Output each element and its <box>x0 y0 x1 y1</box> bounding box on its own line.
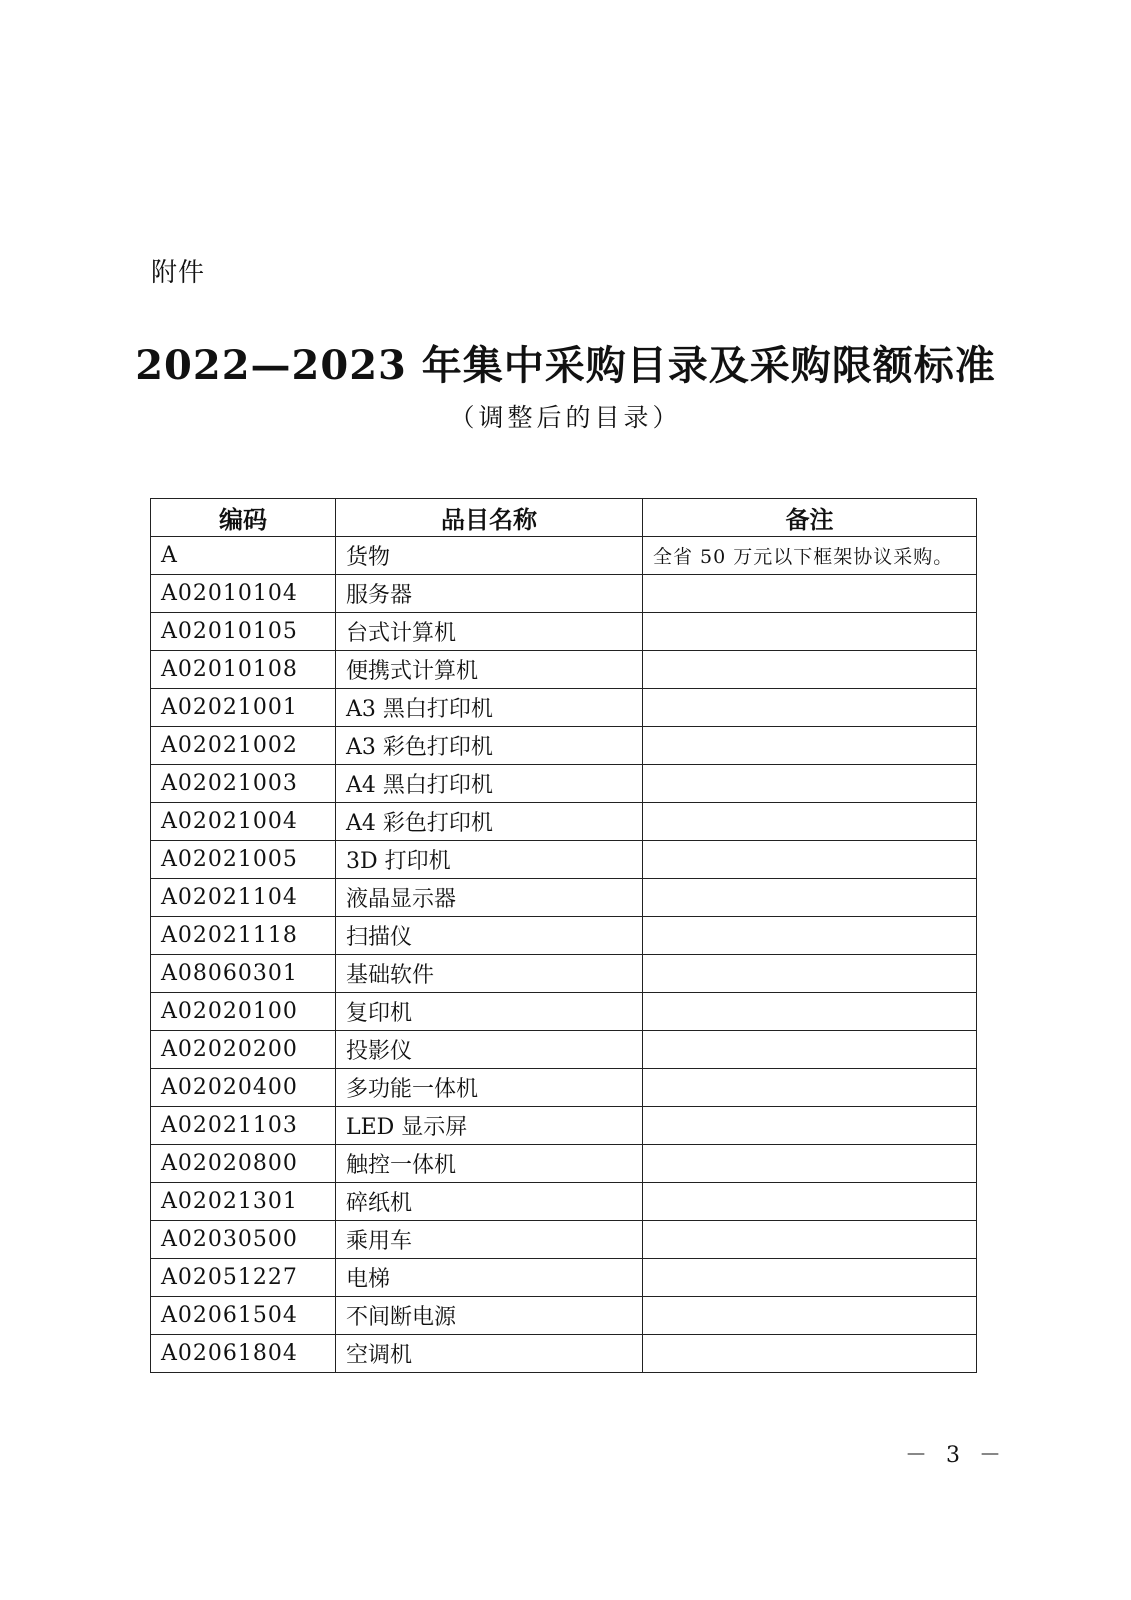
cell-name: 基础软件 <box>336 955 643 993</box>
cell-note: 全省 50 万元以下框架协议采购。 <box>643 537 977 575</box>
cell-code: A02020200 <box>151 1031 336 1069</box>
cell-note <box>643 1031 977 1069</box>
table-row <box>151 689 977 727</box>
cell-code: A02010105 <box>151 613 336 651</box>
cell-code: A02021001 <box>151 689 336 727</box>
cell-code: A02021301 <box>151 1183 336 1221</box>
cell-code: A02061804 <box>151 1335 336 1373</box>
document-title: 2022—2023 年集中采购目录及采购限额标准 <box>135 342 996 389</box>
cell-note <box>643 1221 977 1259</box>
cell-name: A3 彩色打印机 <box>336 727 643 765</box>
cell-code: A02010108 <box>151 651 336 689</box>
table-row <box>151 955 977 993</box>
page-number: － 3 － <box>905 1443 1007 1468</box>
table-row <box>151 1145 977 1183</box>
cell-code: A <box>151 537 336 575</box>
table-row <box>151 651 977 689</box>
table-row <box>151 1221 977 1259</box>
cell-note <box>643 1259 977 1297</box>
table-row <box>151 1031 977 1069</box>
cell-note <box>643 1297 977 1335</box>
cell-note <box>643 1335 977 1373</box>
table-row <box>151 1183 977 1221</box>
table-body <box>151 537 977 1373</box>
cell-name: 投影仪 <box>336 1031 643 1069</box>
table-row <box>151 917 977 955</box>
cell-note <box>643 1145 977 1183</box>
table-row <box>151 879 977 917</box>
table-row <box>151 1107 977 1145</box>
table-header-row <box>151 499 977 537</box>
cell-name: 扫描仪 <box>336 917 643 955</box>
cell-note <box>643 1183 977 1221</box>
cell-code: A02021002 <box>151 727 336 765</box>
catalog-table <box>150 498 977 1373</box>
cell-note <box>643 955 977 993</box>
cell-code: A02021004 <box>151 803 336 841</box>
cell-name: A3 黑白打印机 <box>336 689 643 727</box>
cell-name: 台式计算机 <box>336 613 643 651</box>
cell-note <box>643 727 977 765</box>
cell-note <box>643 917 977 955</box>
cell-code: A02051227 <box>151 1259 336 1297</box>
cell-code: A02021104 <box>151 879 336 917</box>
cell-name: 电梯 <box>336 1259 643 1297</box>
cell-name: A4 彩色打印机 <box>336 803 643 841</box>
cell-name: 空调机 <box>336 1335 643 1373</box>
cell-code: A08060301 <box>151 955 336 993</box>
cell-note <box>643 879 977 917</box>
cell-name: 乘用车 <box>336 1221 643 1259</box>
cell-name: 服务器 <box>336 575 643 613</box>
header-code: 编码 <box>151 499 336 537</box>
cell-name: 碎纸机 <box>336 1183 643 1221</box>
cell-code: A02020400 <box>151 1069 336 1107</box>
header-note: 备注 <box>643 499 977 537</box>
cell-name: 货物 <box>336 537 643 575</box>
cell-name: 多功能一体机 <box>336 1069 643 1107</box>
cell-code: A02021118 <box>151 917 336 955</box>
cell-code: A02061504 <box>151 1297 336 1335</box>
cell-note <box>643 651 977 689</box>
cell-code: A02021005 <box>151 841 336 879</box>
cell-name: 不间断电源 <box>336 1297 643 1335</box>
cell-name: 3D 打印机 <box>336 841 643 879</box>
document-subtitle: （调整后的目录） <box>449 403 682 432</box>
cell-code: A02020800 <box>151 1145 336 1183</box>
table-row <box>151 993 977 1031</box>
cell-note <box>643 689 977 727</box>
cell-name: 液晶显示器 <box>336 879 643 917</box>
cell-name: LED 显示屏 <box>336 1107 643 1145</box>
cell-note <box>643 765 977 803</box>
table-row <box>151 575 977 613</box>
cell-note <box>643 1107 977 1145</box>
table-row <box>151 727 977 765</box>
cell-note <box>643 841 977 879</box>
cell-name: 复印机 <box>336 993 643 1031</box>
cell-code: A02021003 <box>151 765 336 803</box>
cell-note <box>643 993 977 1031</box>
table-row <box>151 841 977 879</box>
cell-note <box>643 575 977 613</box>
table-row <box>151 613 977 651</box>
cell-name: 触控一体机 <box>336 1145 643 1183</box>
table-row <box>151 803 977 841</box>
header-name: 品目名称 <box>336 499 643 537</box>
table-row <box>151 765 977 803</box>
table-row <box>151 537 977 575</box>
cell-note <box>643 803 977 841</box>
cell-code: A02030500 <box>151 1221 336 1259</box>
cell-note <box>643 1069 977 1107</box>
cell-code: A02010104 <box>151 575 336 613</box>
cell-name: 便携式计算机 <box>336 651 643 689</box>
cell-code: A02020100 <box>151 993 336 1031</box>
table-row <box>151 1259 977 1297</box>
table-row <box>151 1069 977 1107</box>
table-row <box>151 1297 977 1335</box>
cell-name: A4 黑白打印机 <box>336 765 643 803</box>
attachment-label: 附件 <box>151 258 206 288</box>
table-row <box>151 1335 977 1373</box>
cell-note <box>643 613 977 651</box>
cell-code: A02021103 <box>151 1107 336 1145</box>
